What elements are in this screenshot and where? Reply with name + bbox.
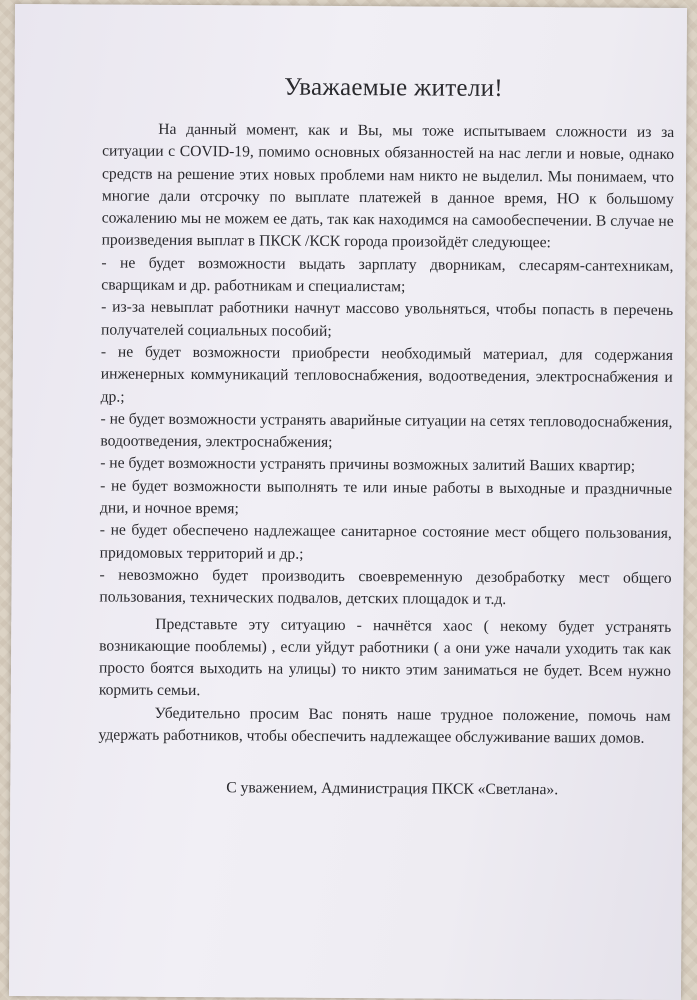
notice-title: Уважаемые жители! (284, 73, 504, 102)
list-item: - не будет возможности выполнять те или иные работы в выходные и праздничные дни, и ночное время; (99, 477, 673, 518)
signature-line: С уважением, Администрация ПКСК «Светлана». (226, 779, 559, 799)
list-item: - не будет возможности выдать зарплату дворникам, слесарям-сантехникам, сварщикам и др. работникам и специалистам; (101, 254, 674, 296)
paper-sheet (9, 4, 687, 1000)
list-item: - не будет обеспечено надлежащее санитарное состояние мест общего пользования, придомовых территорий и др.; (99, 521, 672, 563)
request-paragraph: Убедительно просим Вас понять наше трудное положение, помочь нам удержать работников, чтобы обеспечить надлежащее обслуживание ваших домов. (98, 704, 671, 747)
list-item: - не будет возможности устранять причины возможных залитий Ваших квартир; (100, 454, 636, 476)
list-item: - из-за невыплат работники начнут массово увольняться, чтобы попасть в перечень получателей социальных пособий; (100, 298, 674, 340)
list-item: - невозможно будет производить своевременную дезобработку мест общего пользования, технических подвалов, детских площадок и т.д. (99, 566, 672, 609)
list-item: - не будет возможности приобрести необходимый материал, для содержания инженерных коммуникаций тепловоснабжения, водоотведения, электроснабжения и др.; (100, 343, 673, 406)
chaos-paragraph: Представьте эту ситуацию - начнётся хаос ( некому будет устранять возникающие пооблемы) , если уйдут работники ( а они уже начали уходить так как просто боятся выходить на улицы) то никто этим заниматься не будет. Всем нужно кормить семьи. (98, 615, 672, 700)
notice-content (98, 72, 674, 802)
intro-paragraph: На данный момент, как и Вы, мы тоже испытываем сложности из за ситуации с COVID-19, помимо основных обязанностей на нас легли и новые, однако средств на решение этих новых проблеми нам никто не выделил. Мы понимаем, что многие дали отсрочку по выплате платежей в данное время, НО к большому сожалению мы не можем ее дать, так как находимся на самообеспечении. В случае не произведения выплат в ПКСК /КСК города произойдёт следующее: (101, 120, 675, 252)
list-item: - не будет возможности устранять аварийные ситуации на сетях тепловодоснабжения, водоотведения, электроснабжения; (100, 410, 673, 452)
